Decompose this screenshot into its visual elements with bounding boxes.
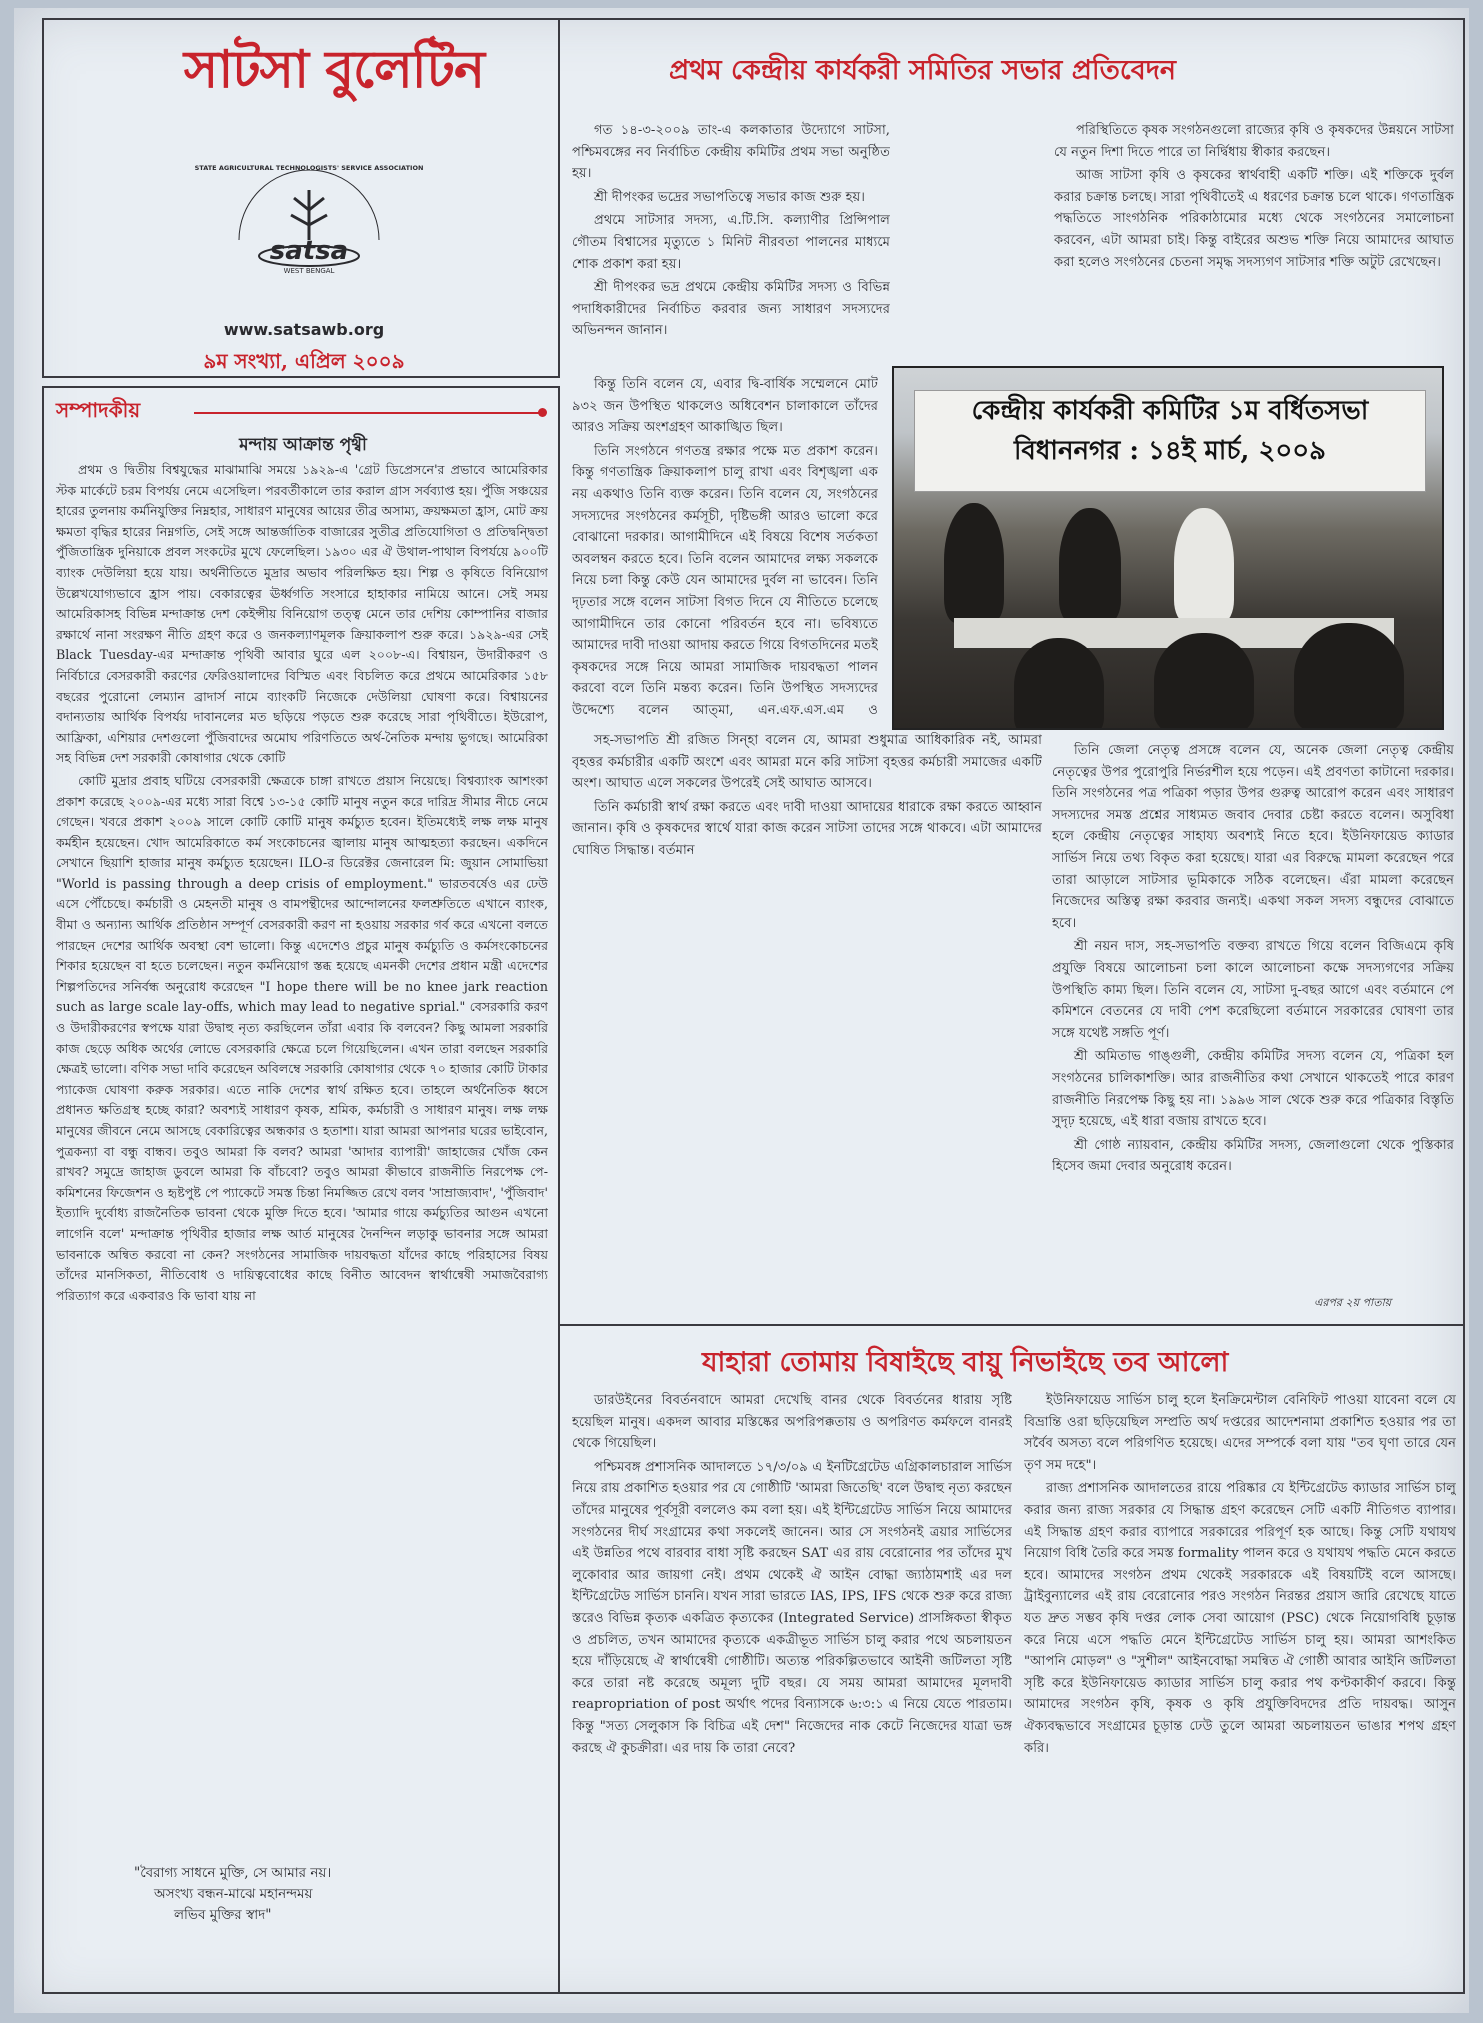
report-paragraph: কিন্তু তিনি বলেন যে, এবার দ্বি-বার্ষিক সম্মেলনে মোট ৯৩২ জন উপস্থিত থাকলেও অধিবেশন চালাকালে তাঁদের আরও সক্রিয় অংশগ্রহণ আকাঙ্খিত ছিল। bbox=[572, 377, 878, 436]
report-right-bottom bbox=[1052, 740, 1454, 1280]
continued-note: এরপর ২য় পাতায় bbox=[1314, 1296, 1392, 1309]
second-headline: যাহারা তোমায় বিষাইছে বায়ু নিভাইছে তব আলো bbox=[702, 1347, 1229, 1378]
person-silhouette bbox=[1014, 638, 1104, 730]
website-url[interactable]: www.satsawb.org bbox=[223, 320, 385, 339]
report-paragraph: প্রথমে সাটসার সদস্য, এ.টি.সি. কল্যাণীর প্রিন্সিপাল গৌতম বিশ্বাসের মৃত্যুতে ১ মিনিট নীরবতা পালনের মাধ্যমে শোক প্রকাশ করা হয়। bbox=[572, 213, 890, 272]
report-paragraph: শ্রী দীপংকর ভদ্র প্রথমে কেন্দ্রীয় কমিটির সদস্য ও বিভিন্ন পদাধিকারীদের নির্বাচিত করবার জন্য সাধারণ সদস্যদের অভিনন্দন জানান। bbox=[572, 280, 890, 339]
report-paragraph: পরিস্থিতিতে কৃষক সংগঠনগুলো রাজ্যের কৃষি ও কৃষকদের উন্নয়নে সাটসা যে নতুন দিশা দিতে পারে তা নির্দ্বিধায় স্বীকার করছেন। bbox=[1054, 123, 1454, 160]
person-silhouette bbox=[1059, 508, 1121, 623]
quote-line: লভিব মুক্তির স্বাদ" bbox=[174, 1907, 272, 1923]
article-paragraph: রাজ্য প্রশাসনিক আদালতের রায়ে পরিষ্কার যে ইন্টিগ্রেটেড ক্যাডার সার্ভিস চালু করার জন্য রাজ্য সরকার যে সিদ্ধান্ত গ্রহণ করেছেন সেটি একটি নীতিগত ব্যাপার। এই সিদ্ধান্ত গ্রহণ করার ব্যাপারে সরকারের পরিপূর্ণ হক আছে। কিন্তু সেটি যথাযথ নিয়োগ বিধি তৈরি করে সমস্ত formality পালন করে ও যথাযথ পদ্ধতি মেনে করতে হবে। আমাদের সংগঠন প্রথম থেকেই সরকারকে এই বিষয়টিই বলে আসছে। ট্রাইবুন্যালের এই রায় বেরোনোর পরও সংগঠন নিরন্তর প্রয়াস জারি রেখেছে যাতে যত দ্রুত সম্ভব কৃষি দপ্তর লোক সেবা আয়োগ (PSC) থেকে নিয়োগবিধি চূড়ান্ত করে নিয়ে এসে পদ্ধতি মেনে ইন্টিগ্রেটেড সার্ভিস চালু হয়। আমরা আশংকিত "আপনি মোড়ল" ও "সুশীল" আইনবোদ্ধা সমন্বিত ঐ গোষ্ঠী আবার আইনি জটিলতা সৃষ্টি করে ইউনিফায়েড ক্যাডার সার্ভিস চালু করার পথ কণ্টকাকীর্ণ করবে। কিন্তু আমাদের সংগঠন কৃষি, কৃষক ও কৃষি প্রযুক্তিবিদদের প্রতি দায়বদ্ধ। আসুন ঐক্যবদ্ধভাবে সংগ্রামের চূড়ান্ত ঢেউ তুলে আমরা অচলায়তন ভাঙার শপথ গ্রহণ করি। bbox=[1024, 1481, 1456, 1756]
masthead-box bbox=[42, 18, 560, 378]
meeting-photo bbox=[892, 366, 1444, 730]
logo-sub: WEST BENGAL bbox=[283, 267, 335, 275]
editorial-paragraph: কোটি মুদ্রার প্রবাহ ঘটিয়ে বেসরকারী ক্ষেত্রকে চাঙ্গা রাখতে প্রয়াস নিয়েছে। বিশ্বব্যাংক আশংকা প্রকাশ করেছে ২০০৯-এর মধ্যে সারা বিশ্বে ১৩-১৫ কোটি মানুষ নতুন করে দারিদ্র সীমার নীচে নেমে গেছেন। খবরে প্রকাশ ২০০৯ সালে কোটি কোটি মানুষ কর্মচ্যুত হবেন। ইতিমধ্যেই লক্ষ লক্ষ মানুষ কর্মহীন হয়েছেন। খোদ আমেরিকাতে কর্ম সংকোচনের জ্বালায় মানুষ আত্মহত্যা করছেন। একদিনে সেখানে ছিয়াশি হাজার মানুষ কর্মচ্যুত হয়েছেন। ILO-র ডিরেক্টর জেনারেল মি: জুয়ান সোমাভিয়া "World is passing through a deep crisis of employment." ভারতবর্ষেও এর ঢেউ এসে পৌঁচেছে। কর্মচারী ও মেহনতী মানুষ ও বামপন্থীদের আন্দোলনের ফলশ্রুতিতে এখানে ব্যাংক, বীমা ও অন্যান্য আর্থিক প্রতিষ্ঠান সম্পূর্ণ বেসরকারী করণ না হওয়ায় সরকার গর্ব করে এখনো বলতে পারছেন দেশের আর্থিক অবস্থা বেশ ভালো। কিন্তু এদেশেও প্রচুর মানুষ কর্মচ্যুতি ও কর্মসংকোচনের শিকার হয়েছেন বা হতে চলেছেন। নতুন কর্মনিয়োগ স্তব্ধ হয়েছে এমনকী দেশের প্রধান মন্ত্রী এদেশের শিল্পপতিদের সনির্বন্ধ অনুরোধ করেছেন "I hope there will be no knee jark reaction such as large scale lay-offs, which may lead to negative sprial." বেসরকারি করণ ও উদারীকরণের স্বপক্ষে যারা উদ্বাহু নৃত্য করছিলেন তাঁরা এবার কি বলবেন? কিছু আমলা সরকারি কাজ ছেড়ে অধিক অর্থের লোভে বেসরকারি ক্ষেত্রে চলে গিয়েছিলেন। এখন তারা বলছেন সরকারি ক্ষেত্রই ভালো। বণিক সভা দাবি করেছেন অবিলম্বে সরকারি কোষাগার থেকে ৭০ হাজার কোটি টাকার প্যাকেজ ঘোষণা করুক সরকার। এতে নাকি দেশের স্বার্থ রক্ষিত হবে। তাহলে অর্থনৈতিক ধ্বসে প্রধানত ক্ষতিগ্রস্থ হচ্ছে কারা? অবশ্যই সাধারণ কৃষক, শ্রমিক, কর্মচারী ও সাধারণ মানুষ। লক্ষ লক্ষ মানুষের জীবনে নেমে আসছে বেকারিত্বের অন্ধকার ও হতাশা। যারা আমরা আপনার ঘরের ভাইবোন, পুত্রকন্যা বা বন্ধু বান্ধব। তবুও আমরা কি বলব? আমরা 'আদার ব্যাপারী' জাহাজের খোঁজ কেন রাখব? সমুদ্রে জাহাজ ডুবলে আমরা কি বাঁচবো? তবুও আমরা কীভাবে রাজনীতি নিরপেক্ষ পে-কমিশনের ফিজেশন ও হৃষ্টপুষ্ট পে প্যাকেটে সমস্ত চিন্তা নিমজ্জিত রেখে বলব 'সাম্রাজ্যবাদ', 'পুঁজিবাদ' ইত্যাদি দুর্বোধ্য রাজনৈতিক ভাবনা থেকে মুক্তি দিতে হবে। 'আমার গায়ে কর্মচ্যুতির আগুন এখনো লাগেনি বলে' মন্দাক্রান্ত পৃথিবীর হাজার লক্ষ আর্ত মানুষের দৈনন্দিন লড়াকু ভাবনার সঙ্গে আমরা ভাবনাকে অন্বিত করবো না কেন? সংগঠনের সামাজিক দায়বদ্ধতা যাঁদের কাছে পরিহাসের বিষয় তাঁদের মানসিকতা, নীতিবোধ ও দায়িত্ববোধের কাছে বিনীত আবেদন স্বার্থান্বেষী সমাজবৈরাগ্য পরিত্যাগ করে একবারও কি ভাবা যায় না bbox=[56, 772, 548, 1303]
article-paragraph: ইউনিফায়েড সার্ভিস চালু হলে ইনক্রিমেন্টাল বেনিফিট পাওয়া যাবেনা বলে যে বিভ্রান্তি ওরা ছড়িয়েছিল সম্প্রতি অর্থ দপ্তরের আদেশনামা প্রকাশিত হওয়ার পর তা সর্বৈব অসত্য বলে পরিগণিত হয়েছে। এদের সম্পর্কে বলা যায় "তব ঘৃণা তারে যেন তৃণ সম দহে"। bbox=[1024, 1393, 1456, 1473]
report-paragraph: আজ সাটসা কৃষি ও কৃষকের স্বার্থবাহী একটি শক্তি। এই শক্তিকে দুর্বল করার চক্রান্ত চলছে। সারা পৃথিবীতেই এ ধরণের চক্রান্ত চলে থাকে। গণতান্ত্রিক পদ্ধতিতে সাংগঠনিক পরিকাঠামোর মধ্যে থেকে সংগঠনের সমালোচনা করবেন, এটা আমরা চাই। কিন্তু বাইরের অশুভ শক্তি নিয়ে আমাদের আঘাত করা হলেও সংগঠনের চেতনা সমৃদ্ধ সদস্যগণ সাটসার শক্তি অটুট রেখেছেন। bbox=[1054, 168, 1454, 270]
editorial-rule-dot-icon bbox=[538, 408, 547, 417]
report-paragraph: শ্রী গোষ্ঠ ন্যায়বান, কেন্দ্রীয় কমিটির সদস্য, জেলাগুলো থেকে পুস্তিকার হিসেব জমা দেবার অনুরোধ করেন। bbox=[1052, 1137, 1454, 1175]
report-left-narrow bbox=[572, 374, 878, 724]
report-paragraph: সহ-সভাপতি শ্রী রজিত সিন্‌হা বলেন যে, আমরা শুধুমাত্র আধিকারিক নই, আমরা বৃহত্তর কর্মচারীর একটি অংশে এবং আমরা মনে করি সাটসা বৃহত্তর কর্মচারী সমাজের একটি অংশ। আঘাত এলে সকলের উপরেই সেই আঘাত আসবে। bbox=[572, 733, 1042, 792]
editorial-rule bbox=[194, 412, 539, 414]
report-paragraph: তিনি জেলা নেতৃত্ব প্রসঙ্গে বলেন যে, অনেক জেলা নেতৃত্ব কেন্দ্রীয় নেতৃত্বের উপর পুরোপুরি নির্ভরশীল হয়ে পড়েন। এই প্রবণতা কাটানো দরকার। তিনি সংগঠনের পত্র পত্রিকা পড়ার উপর গুরুত্ব আরোপ করেন এবং সাধারণ সদস্যদের সমস্ত প্রশ্নের সাধ্যমত জবাব দেবার চেষ্টা করতে বলেন। অসুবিধা হলে কেন্দ্রীয় নেতৃত্বের সাহায্য অবশ্যই নিতে হবে। ইউনিফায়েড ক্যাডার সার্ভিস নিয়ে তথ্য বিকৃত করা হয়েছে। যারা এর বিরুদ্ধে মামলা করেছেন পরে তারা আড়ালে সাটসার ভূমিকাকে সঠিক বলেছেন। এঁরা মামলা করেছেন নিজেদের অস্তিত্ব রক্ষা করবার জন্যই। একথা সকল সদস্য বন্ধুদের বোঝাতে হবে। bbox=[1052, 743, 1454, 931]
photo-banner bbox=[914, 390, 1426, 492]
report-paragraph: শ্রী দীপংকর ভদ্রের সভাপতিত্বে সভার কাজ শুরু হয়। bbox=[594, 189, 866, 205]
person-silhouette bbox=[1174, 508, 1234, 623]
second-left-column bbox=[572, 1390, 1012, 1990]
article-paragraph: পশ্চিমবঙ্গ প্রশাসনিক আদালতে ১৭/৩/০৯ এ ইনটিগ্রেটেড এগ্রিকালচারাল সার্ভিস নিয়ে রায় প্রকাশিত হওয়ার পর যে গোষ্ঠীটি 'আমরা জিতেছি' বলে উদ্বাহু নৃত্য করছেন তাঁদের মানুষের পূর্বসূরী বললেও কম বলা হয়। এই ইন্টিগ্রেটেড সার্ভিস নিয়ে আমাদের সংগঠনের দীর্ঘ সংগ্রামের কথা সকলেই জানেন। আর সে সংগঠনই ত্রয়ার সার্ভিসের এই উন্নতির পথে বারবার বাধা সৃষ্টি করছেন SAT এর রায় বেরোনোর পর তাঁদের মুখ লুকোবার আর জায়গা নেই। প্রথম থেকেই ঐ আইন বোদ্ধা জ্যাঠামশাই এর দল ইন্টিগ্রেটেড সার্ভিস চাননি। যখন সারা ভারতে IAS, IPS, IFS থেকে শুরু করে রাজ্য স্তরেও বিভিন্ন কৃত্যক একত্রিত কৃত্যকের (Integrated Service) প্রাসঙ্গিকতা স্বীকৃত ও প্রচলিত, তখন আমাদের কৃত্যকে একত্রীভূত সার্ভিস চালু করার পথে অচলায়তন হয়ে দাঁড়িয়েছে ঐ স্বার্থান্বেষী গোষ্ঠীটি। অত্যন্ত পরিকল্পিতভাবে আইনী জটিলতা সৃষ্টি করে তারা নষ্ট করেছে অমূল্য দুটি বছর। যে সময় আমরা আমাদের মূলদাবী reapropriation of post অর্থাৎ পদের বিন্যাসকে ৬:৩:১ এ নিয়ে যেতে পারতাম। কিন্তু "সত্য সেলুকাস কি বিচিত্র এই দেশ" নিজেদের নাক কেটে নিজেদের যাত্রা ভঙ্গ করছে ঐ কুচক্রীরা। এর দায় কি তারা নেবে? bbox=[572, 1459, 1012, 1756]
section-divider bbox=[558, 1324, 1465, 1326]
second-right-column bbox=[1024, 1390, 1456, 1990]
logo-org-name: STATE AGRICULTURAL TECHNOLOGISTS' SERVICE ASSOCIATION bbox=[194, 164, 424, 172]
editorial-body bbox=[56, 460, 548, 1840]
article-paragraph: ডারউইনের বিবর্তনবাদে আমরা দেখেছি বানর থেকে বিবর্তনের ধারায় সৃষ্টি হয়েছিল মানুষ। একদল আবার মস্তিষ্কের অপরিপক্কতায় ও অপরিণত কর্মফলে বানরই থেকে গিয়েছিল। bbox=[572, 1393, 1012, 1452]
editorial-paragraph: প্রথম ও দ্বিতীয় বিশ্বযুদ্ধের মাঝামাঝি সময়ে ১৯২৯-এ 'গ্রেট ডিপ্রেসনে'র প্রভাবে আমেরিকার স্টক মার্কেটে চরম বিপর্যয় নেমে এসেছিল। পরবর্তীকালে তার করাল গ্রাস সর্বব্যাপ্ত হয়। পুঁজি সঞ্চয়ের হারের তুলনায় কর্মনিযুক্তির নিম্নহার, সাধারণ মানুষের আয়ের তীব্র অসাম্য, ক্রয়ক্ষমতা হ্রাস, মোট ক্রয় ক্ষমতা বৃদ্ধির হারের নিম্নগতি, সেই সঙ্গে আন্তর্জাতিক বাজারের সুতীব্র প্রতিযোগিতা ও প্রতিদ্বন্দ্বিতা পুঁজিতান্ত্রিক দুনিয়াকে প্রবল সংকটের মুখে ফেলেছিল। ১৯৩০ এর ঐ উথাল-পাথাল বিপর্যয়ে ৯০০টি ব্যাংক দেউলিয়া হয়ে যায়। অর্থনীতিতে মুদ্রার অভাব পরিলক্ষিত হয়। শিল্প ও কৃষিতে বিনিয়োগ উল্লেখযোগ্যভাবে হ্রাস পায়। বেকারত্বের ঊর্ধ্বগতি সংসারে হাহাকার নামিয়ে আনে। সেই সময় আমেরিকাসহ বিভিন্ন মন্দাক্রান্ত দেশ কেইন্সীয় বিনিয়োগ তত্ত্ব মেনে তার দেশিয় কোম্পানির বাজার রক্ষার্থে নানা সংরক্ষণ নীতি গ্রহণ করে ও জনকল্যাণমূলক ক্রিয়াকলাপ শুরু করে। ১৯২৯-এর সেই Black Tuesday-এর মন্দাক্রান্ত পৃথিবী আবার ঘুরে এল ২০০৮-এ। বিশ্বায়ন, উদারীকরণ ও নির্বিচারে বেসরকারী করণের ফেরিওয়ালাদের বিস্মিত এবং বিচলিত করে প্রথমে আমেরিকার ১৫৮ বছরের পুরোনো লেম্যান ব্রাদার্স নামে ব্যাংকটি নিজেকে দেউলিয়া ঘোষণা করে। বিশ্বায়নের বদান্যতায় আর্থিক বিপর্যয় দাবানলের মত ছড়িয়ে পড়তে শুরু করেছে সারা পৃথিবীতে। ইউরোপ, আফ্রিকা, এশিয়ার দেশগুলো পুঁজিবাদের অমোঘ পরিণতিতে অর্থ-নৈতিক মন্দায় ভুগছে। আমেরিকা সহ বিভিন্ন দেশ সরকারী কোষাগার থেকে কোটি bbox=[56, 462, 548, 766]
issue-line: ৯ম সংখ্যা, এপ্রিল ২০০৯ bbox=[203, 349, 405, 373]
report-headline: প্রথম কেন্দ্রীয় কার্যকরী সমিতির সভার প্রতিবেদন bbox=[669, 55, 1177, 86]
editorial-title: মন্দায় আক্রান্ত পৃথ্বী bbox=[239, 435, 367, 455]
quote-line: "বৈরাগ্য সাধনে মুক্তি, সে আমার নয়। bbox=[134, 1865, 332, 1881]
report-lower-left bbox=[572, 730, 1042, 1312]
editorial-heading: সম্পাদকীয় bbox=[56, 398, 141, 422]
report-paragraph: গত ১৪-৩-২০০৯ তাং-এ কলকাতার উদ্যোগে সাটসা, পশ্চিমবঙ্গের নব নির্বাচিত কেন্দ্রীয় কমিটির প্রথম সভা অনুষ্ঠিত হয়। bbox=[572, 123, 890, 182]
report-paragraph: শ্রী নয়ন দাস, সহ-সভাপতি বক্তব্য রাখতে গিয়ে বলেন বিজিএমে কৃষি প্রযুক্তি বিষয়ে আলোচনা চলা কালে আলোচনা কক্ষে সদস্যগণের সক্রিয় উপস্থিতি কাম্য ছিল। তিনি বলেন যে, সাটসা দু-বছর আগে এবং বর্তমানে পে কমিশনে বেতনের যে দাবী পেশ করেছিলো বর্তমানে সরকারের ঘোষণা তার সঙ্গে যথেষ্ট সঙ্গতি পূর্ণ। bbox=[1052, 939, 1454, 1041]
person-silhouette bbox=[1294, 623, 1404, 730]
photo-caption-line: কেন্দ্রীয় কার্যকরী কমিটির ১ম বর্ধিতসভা bbox=[971, 396, 1369, 426]
logo-wordmark: satsa bbox=[269, 236, 349, 266]
report-left-column bbox=[572, 120, 890, 360]
quote-line: অসংখ্য বন্ধন-মাঝে মহানন্দময় bbox=[154, 1886, 313, 1902]
person-silhouette bbox=[1154, 633, 1254, 730]
photo-caption-line: বিধাননগর : ১৪ই মার্চ, ২০০৯ bbox=[1013, 436, 1327, 466]
newsletter-page bbox=[14, 8, 1469, 2013]
report-paragraph: তিনি কর্মচারী স্বার্থ রক্ষা করতে এবং দাবী দাওয়া আদায়ের ধারাকে রক্ষা করতে আহ্বান জানান। কৃষি ও কৃষকদের স্বার্থে যারা কাজ করেন সাটসা তাদের সঙ্গে থাকবে। এটা আমাদের ঘোষিত সিদ্ধান্ত। বর্তমান bbox=[572, 799, 1042, 858]
person-silhouette bbox=[944, 503, 1004, 623]
report-paragraph: তিনি সংগঠনে গণতন্ত্র রক্ষার পক্ষে মত প্রকাশ করেন। কিন্তু গণতান্ত্রিক ক্রিয়াকলাপ চালু রাখা এবং বিশৃঙ্খলা এক নয় একথাও তিনি ব্যক্ত করেন। তিনি বলেন যে, সংগঠনের সদস্যদের সংগঠনের কর্মসূচী, দৃষ্টিভঙ্গী আরও ভালো করে বোঝানো দরকার। আগামীদিনে এই বিষয়ে বিশেষ সর্তকতা অবলম্বন করতে হবে। তিনি বলেন আমাদের লক্ষ্য সকলকে নিয়ে চলা কিন্তু কেউ যেন আমাদের দুর্বল না ভাবেন। তিনি দৃঢ়তার সঙ্গে বলেন সাটসা বিগত দিনে যে নীতিতে চলেছে আগামীদিনে তার কোনো পরিবর্তন হবে না। ভবিষ্যতে আমাদের দাবী দাওয়া আদায় করতে গিয়ে বিগতদিনের মতই কৃষকদের সঙ্গে নিয়ে আমরা সামাজিক দায়বদ্ধতা পালন করবো বলে তিনি মন্তব্য করেন। তিনি উপস্থিত সদস্যদের উদ্দেশ্যে বলেন আত্‌মা, এন.এফ.এস.এম ও bbox=[572, 443, 878, 718]
report-paragraph: শ্রী অমিতাভ গাঙ্গুলী, কেন্দ্রীয় কমিটির সদস্য বলেন যে, পত্রিকা হল সংগঠনের চালিকাশক্তি। আর রাজনীতির কথা সেখানে থাকতেই পারে কারণ রাজনীতি নিরপেক্ষ কিছু হয় না। ১৯৯৬ সাল থেকে শুরু করে পত্রিকার বিস্তৃতি সুদৃঢ় হয়েছে, এই ধারা বজায় রাখতে হবে। bbox=[1052, 1049, 1454, 1130]
editorial-box bbox=[42, 386, 560, 1994]
bulletin-title: সাটসা বুলেটিন bbox=[183, 39, 485, 100]
editorial-quote bbox=[134, 1863, 534, 1926]
satsa-logo bbox=[194, 164, 424, 280]
report-right-top bbox=[1054, 120, 1454, 352]
